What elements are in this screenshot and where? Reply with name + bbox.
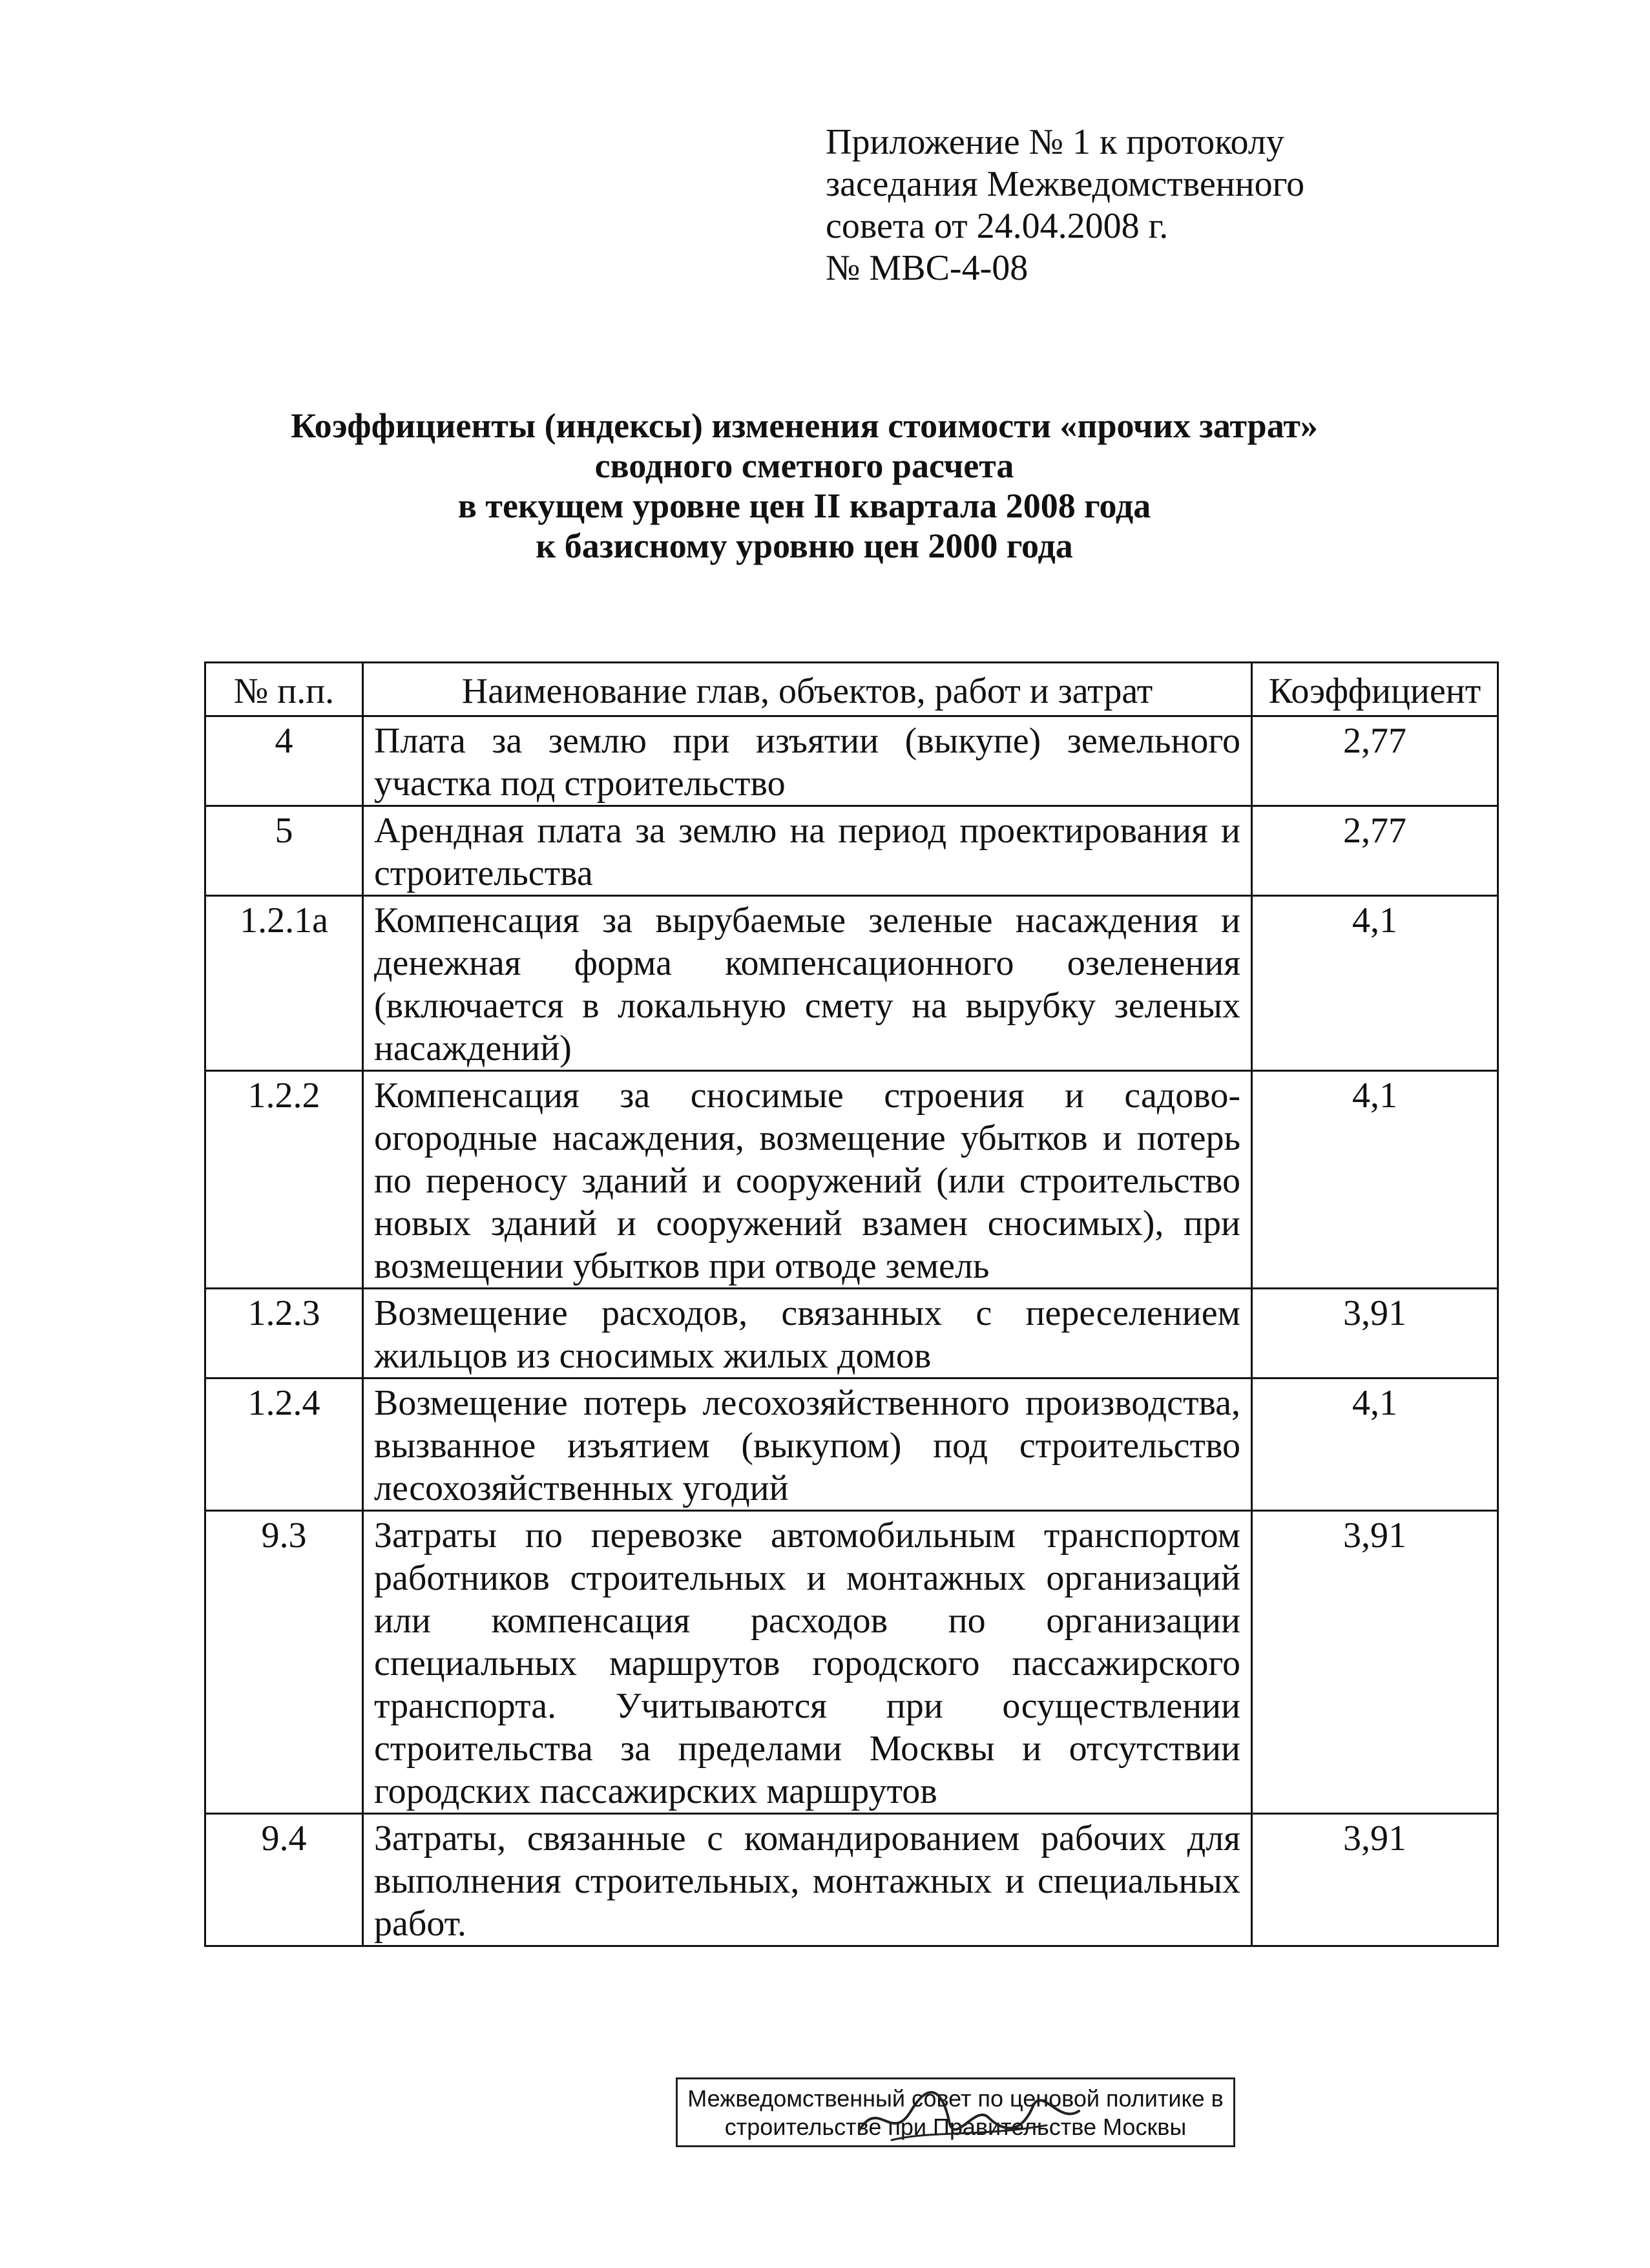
row-number: 1.2.2 (205, 1071, 363, 1289)
row-coefficient: 4,1 (1252, 896, 1498, 1071)
row-coefficient: 3,91 (1252, 1289, 1498, 1378)
title-line: сводного сметного расчета (594, 446, 1014, 485)
stamp-line: Межведомственный совет по ценовой политике в (687, 2085, 1224, 2112)
stamp-line: строительстве при Правительстве Москвы (724, 2114, 1187, 2140)
row-name: Компенсация за сносимые строения и садово-огородные насаждения, возмещение убытков и потерь по переносу зданий и сооружений (или строительство новых зданий и сооружений взамен сносимых), при возмещении убытков при отводе земель (363, 1071, 1252, 1289)
header-name: Наименование глав, объектов, работ и затрат (363, 663, 1252, 716)
table-row (205, 1289, 1498, 1378)
row-number: 5 (205, 806, 363, 896)
row-coefficient: 4,1 (1252, 1378, 1498, 1511)
appendix-line: Приложение № 1 к протоколу (826, 122, 1284, 162)
row-coefficient: 2,77 (1252, 716, 1498, 806)
title-line: Коэффициенты (индексы) изменения стоимости «прочих затрат» (291, 406, 1318, 445)
table-row (205, 896, 1498, 1071)
row-name: Компенсация за вырубаемые зеленые насаждения и денежная форма компенсационного озеленения (включается в локальную смету на вырубку зеленых насаждений) (363, 896, 1252, 1071)
table-row (205, 716, 1498, 806)
table-row (205, 1511, 1498, 1814)
row-name: Возмещение расходов, связанных с переселением жильцов из сносимых жилых домов (363, 1289, 1252, 1378)
table-row (205, 1814, 1498, 1946)
row-name: Арендная плата за землю на период проектирования и строительства (363, 806, 1252, 896)
row-coefficient: 3,91 (1252, 1814, 1498, 1946)
row-coefficient: 4,1 (1252, 1071, 1498, 1289)
row-name: Затраты по перевозке автомобильным транспортом работников строительных и монтажных организаций или компенсация расходов по организации специальных маршрутов городского пассажирского транспорта. Учитываются при осуществлении строительства за пределами Москвы и отсутствии городских пассажирских маршрутов (363, 1511, 1252, 1814)
row-number: 1.2.4 (205, 1378, 363, 1511)
row-number: 4 (205, 716, 363, 806)
appendix-line: № МВС-4-08 (826, 248, 1029, 288)
row-number: 1.2.1а (205, 896, 363, 1071)
table-header-row (205, 663, 1498, 716)
row-name: Возмещение потерь лесохозяйственного производства, вызванное изъятием (выкупом) под строительство лесохозяйственных угодий (363, 1378, 1252, 1511)
table-row (205, 1378, 1498, 1511)
signature-icon (853, 2085, 1085, 2150)
row-number: 9.3 (205, 1511, 363, 1814)
table-row (205, 806, 1498, 896)
row-number: 1.2.3 (205, 1289, 363, 1378)
appendix-note (826, 121, 1304, 289)
row-name: Затраты, связанные с командированием рабочих для выполнения строительных, монтажных и специальных работ. (363, 1814, 1252, 1946)
row-name: Плата за землю при изъятии (выкупе) земельного участка под строительство (363, 716, 1252, 806)
appendix-line: заседания Межведомственного (826, 164, 1305, 204)
coefficients-table (204, 661, 1499, 1947)
document-title (0, 406, 1609, 566)
header-coefficient: Коэффициент (1252, 663, 1498, 716)
row-number: 9.4 (205, 1814, 363, 1946)
table-row (205, 1071, 1498, 1289)
title-line: к базисному уровню цен 2000 года (536, 526, 1073, 565)
row-coefficient: 2,77 (1252, 806, 1498, 896)
title-line: в текущем уровне цен II квартала 2008 года (457, 486, 1151, 525)
header-number: № п.п. (205, 663, 363, 716)
row-coefficient: 3,91 (1252, 1511, 1498, 1814)
appendix-line: совета от 24.04.2008 г. (826, 206, 1169, 246)
